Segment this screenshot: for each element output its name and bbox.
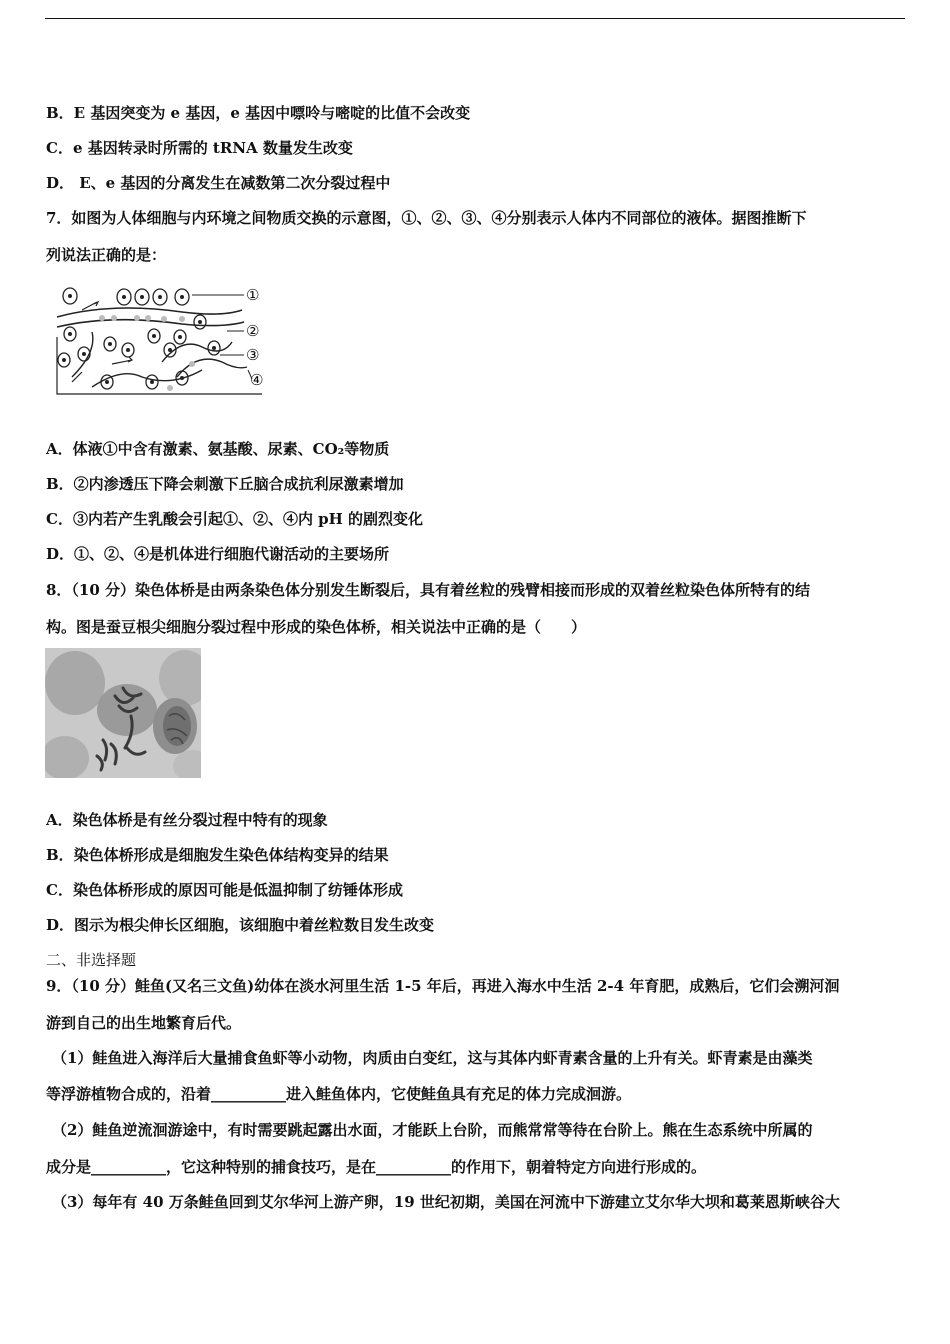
q7-option-d: D．①、②、④是机体进行细胞代谢活动的主要场所: [46, 545, 390, 563]
q7-stem-line1: 7．如图为人体细胞与内环境之间物质交换的示意图，①、②、③、④分别表示人体内不同部位的液体。据图推断下: [46, 209, 807, 227]
q9-stem-line1: 9．（10 分）鲑鱼(又名三文鱼)幼体在淡水河里生活 1-5 年后，再进入海水中生活 2-4 年育肥，成熟后，它们会溯河洄: [46, 977, 840, 995]
q9-part1-line1: （1）鲑鱼进入海洋后大量捕食鱼虾等小动物，肉质由白变红，这与其体内虾青素含量的上升有关。虾青素是由藻类: [52, 1049, 813, 1067]
chromosome-bridge-micrograph: [45, 648, 201, 778]
q9-part3-line1: （3）每年有 40 万条鲑鱼回到艾尔华河上游产卵，19 世纪初期，美国在河流中下游建立艾尔华大坝和葛莱恩斯峡谷大: [52, 1193, 840, 1211]
q9-part1-line2: 等浮游植物合成的，沿着__________进入鲑鱼体内，它使鲑鱼具有充足的体力完成洄游。: [46, 1085, 632, 1103]
q8-option-b: B．染色体桥形成是细胞发生染色体结构变异的结果: [46, 846, 389, 864]
q7-option-b: B．②内渗透压下降会刺激下丘脑合成抗利尿激素增加: [46, 475, 404, 493]
q9-part2-line2: 成分是__________，它这种特别的捕食技巧，是在__________的作用下，朝着特定方向进行形成的。: [46, 1158, 707, 1176]
q8-stem-line2: 构。图是蚕豆根尖细胞分裂过程中形成的染色体桥，相关说法中正确的是（ ）: [46, 618, 587, 636]
q9-part2-line1: （2）鲑鱼逆流洄游途中，有时需要跳起露出水面，才能跃上台阶，而熊常常等待在台阶上。熊在生态系统中所属的: [52, 1121, 813, 1139]
q8-stem-line1: 8．（10 分）染色体桥是由两条染色体分别发生断裂后，具有着丝粒的残臂相接而形成的双着丝粒染色体所特有的结: [46, 581, 811, 599]
header-rule: [45, 18, 905, 19]
q6-option-b: B．E 基因突变为 e 基因，e 基因中嘌呤与嘧啶的比值不会改变: [46, 104, 471, 122]
q7-stem-line2: 列说法正确的是：: [46, 246, 167, 264]
q8-option-d: D．图示为根尖伸长区细胞，该细胞中着丝粒数目发生改变: [46, 916, 435, 934]
q8-option-a: A．染色体桥是有丝分裂过程中特有的现象: [46, 811, 328, 829]
diagram-label-1: ①: [246, 286, 260, 304]
q6-option-d: D． E、e 基因的分离发生在减数第二次分裂过程中: [46, 174, 391, 192]
cell-environment-diagram: [52, 282, 274, 402]
section-heading: 二、非选择题: [46, 951, 137, 969]
diagram-label-4: ④: [250, 371, 264, 389]
q7-option-a: A．体液①中含有激素、氨基酸、尿素、CO₂等物质: [46, 440, 390, 458]
diagram-label-2: ②: [246, 322, 260, 340]
q9-stem-line2: 游到自己的出生地繁育后代。: [46, 1014, 242, 1032]
q7-option-c: C．③内若产生乳酸会引起①、②、④内 pH 的剧烈变化: [46, 510, 424, 528]
diagram-label-3: ③: [246, 346, 260, 364]
q8-option-c: C．染色体桥形成的原因可能是低温抑制了纺锤体形成: [46, 881, 403, 899]
q6-option-c: C．e 基因转录时所需的 tRNA 数量发生改变: [46, 139, 353, 157]
